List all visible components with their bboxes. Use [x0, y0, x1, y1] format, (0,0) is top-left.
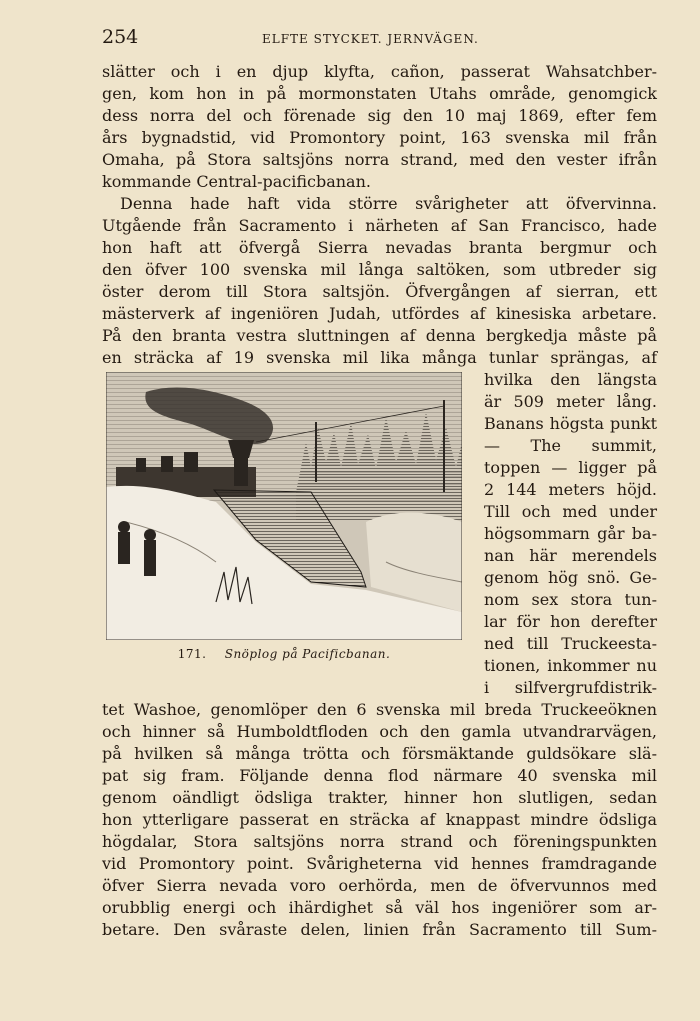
side-text-line: i silfvergrufdistrik-	[484, 678, 657, 697]
text-line: års bygnadstid, vid Promontory point, 163 svenska mil från	[102, 128, 657, 147]
text-line: högdalar, Stora saltsjöns norra strand och föreningspunkten	[102, 832, 657, 851]
text-line: betare. Den svåraste delen, linien från Sacramento till Sum-	[102, 920, 657, 939]
side-text-line: högsommarn går ba-	[484, 524, 657, 543]
running-head: ELFTE STYCKET. JERNVÄGEN.	[262, 32, 479, 46]
side-text-line: nan här merendels	[484, 546, 657, 565]
side-text-line: toppen — ligger på	[484, 458, 657, 477]
paragraph-start-line: Denna hade haft vida större svårigheter att öfvervinna.	[120, 194, 657, 213]
side-text-line: 2 144 meters höjd.	[484, 480, 657, 499]
text-line: Utgående från Sacramento i närheten af San Francisco, hade	[102, 216, 657, 235]
text-line: på hvilken så många trötta och försmäktande guldsökare slä-	[102, 744, 657, 763]
text-line: På den branta vestra sluttningen af denna bergkedja måste på	[102, 326, 657, 345]
text-line: och hinner så Humboldtfloden och den gamla utvandrarvägen,	[102, 722, 657, 741]
text-line: pat sig fram. Följande denna flod närmare 40 svenska mil	[102, 766, 657, 785]
side-text-line: ned till Truckeesta-	[484, 634, 657, 653]
side-text-line: Till och med under	[484, 502, 657, 521]
text-line: hon haft att öfvergå Sierra nevadas branta bergmur och	[102, 238, 657, 257]
text-line: vid Promontory point. Svårigheterna vid hennes framdragande	[102, 854, 657, 873]
text-line: Omaha, på Stora saltsjöns norra strand, med den vester ifrån	[102, 150, 657, 169]
text-line: gen, kom hon in på mormonstaten Utahs område, genomgick	[102, 84, 657, 103]
side-text-line: Banans högsta punkt	[484, 414, 657, 433]
figure-caption	[106, 647, 462, 665]
side-text-line: — The summit,	[484, 436, 657, 455]
side-text-line: genom hög snö. Ge-	[484, 568, 657, 587]
side-text-line: hvilka den längsta	[484, 370, 657, 389]
side-text-line: lar för hon derefter	[484, 612, 657, 631]
text-line: slätter och i en djup klyfta, cañon, passerat Wahsatchber-	[102, 62, 657, 81]
text-line: genom oändligt ödsliga trakter, hinner hon slutligen, sedan	[102, 788, 657, 807]
figure-number: 171.	[177, 647, 207, 661]
text-line: orubblig energi och ihärdighet så väl hos ingeniörer som ar-	[102, 898, 657, 917]
text-line: dess norra del och förenade sig den 10 maj 1869, efter fem	[102, 106, 657, 125]
text-line: hon ytterligare passerat en sträcka af knappast mindre ödsliga	[102, 810, 657, 829]
text-line: öster derom till Stora saltsjön. Öfvergången af sierran, ett	[102, 282, 657, 301]
side-text-line: är 509 meter lång.	[484, 392, 657, 411]
text-line: kommande Central-pacificbanan.	[102, 172, 371, 191]
snowplow-illustration	[106, 372, 462, 640]
page-header	[102, 26, 658, 50]
text-line: mästerverk af ingeniören Judah, utfördes af kinesiska arbetare.	[102, 304, 657, 323]
text-line: öfver Sierra nevada voro oerhörda, men de öfvervunnos med	[102, 876, 657, 895]
text-line: en sträcka af 19 svenska mil lika många tunlar sprängas, af	[102, 348, 657, 367]
figure-title: Snöplog på Pacificbanan.	[224, 647, 391, 661]
page-number: 254	[102, 26, 139, 48]
side-text-line: nom sex stora tun-	[484, 590, 657, 609]
text-line: tet Washoe, genomlöper den 6 svenska mil breda Truckeeöknen	[102, 700, 657, 719]
side-text-line: tionen, inkommer nu	[484, 656, 657, 675]
text-line: den öfver 100 svenska mil långa saltöken, som utbreder sig	[102, 260, 657, 279]
